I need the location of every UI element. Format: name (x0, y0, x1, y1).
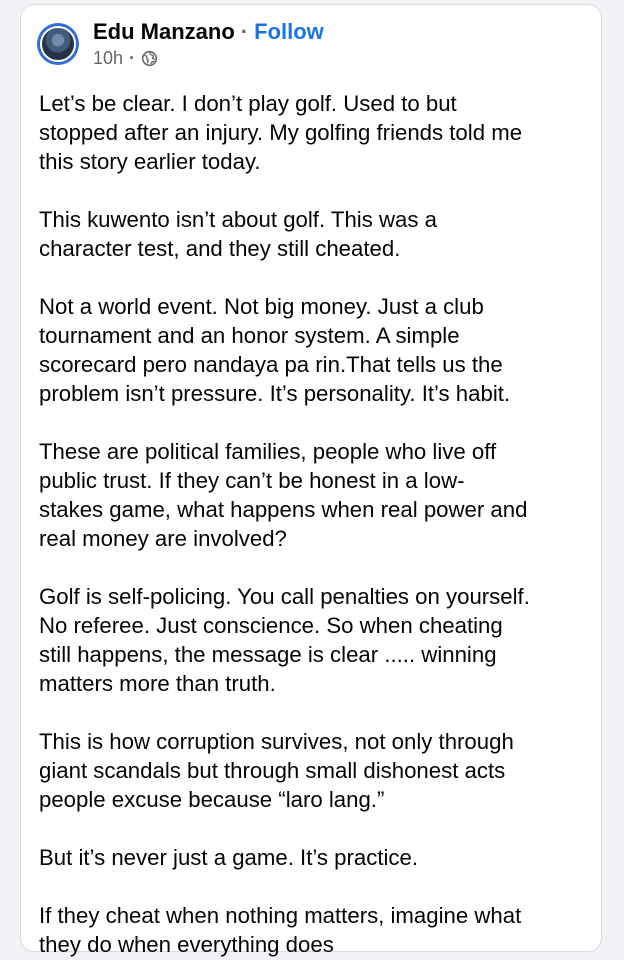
text-line: matters more than truth. (39, 671, 276, 696)
paragraph (39, 901, 589, 959)
text-line: this story earlier today. (39, 149, 261, 174)
paragraph (39, 582, 589, 698)
text-line: they do when everything does (39, 932, 334, 957)
follow-link[interactable]: Follow (254, 19, 324, 44)
paragraph (39, 205, 589, 263)
text-line: This kuwento isn’t about golf. This was a (39, 207, 437, 232)
post-body (39, 89, 589, 959)
text-line: stakes game, what happens when real power and (39, 497, 528, 522)
post-header (37, 19, 324, 68)
timestamp-line (93, 48, 324, 68)
text-line: This is how corruption survives, not only through (39, 729, 514, 754)
text-line: Golf is self-policing. You call penalties on yourself. (39, 584, 530, 609)
text-line: people excuse because “laro lang.” (39, 787, 385, 812)
text-line: giant scandals but through small dishonest acts (39, 758, 506, 783)
text-line: problem isn’t pressure. It’s personality. It’s habit. (39, 381, 511, 406)
paragraph (39, 89, 589, 176)
text-line: Let’s be clear. I don’t play golf. Used to but (39, 91, 457, 116)
author-name[interactable]: Edu Manzano (93, 19, 235, 44)
text-line: still happens, the message is clear ..... winning (39, 642, 497, 667)
text-line: character test, and they still cheated. (39, 236, 401, 261)
text-line: public trust. If they can’t be honest in a low- (39, 468, 465, 493)
author-avatar[interactable] (37, 23, 79, 65)
text-line: Not a world event. Not big money. Just a club (39, 294, 484, 319)
paragraph (39, 727, 589, 814)
facebook-post-card (20, 4, 602, 957)
paragraph (39, 843, 589, 872)
text-line: But it’s never just a game. It’s practice. (39, 845, 419, 870)
name-separator: · (240, 19, 249, 44)
paragraph (39, 292, 589, 408)
text-line: stopped after an injury. My golfing friends told me (39, 120, 523, 145)
post-meta (93, 19, 324, 68)
text-line: scorecard pero nandaya pa rin.That tells us the (39, 352, 503, 377)
text-line: No referee. Just conscience. So when cheating (39, 613, 503, 638)
globe-icon (141, 50, 158, 67)
avatar-image (40, 26, 76, 62)
timestamp-separator: · (129, 48, 136, 68)
author-line (93, 19, 324, 45)
text-line: tournament and an honor system. A simple (39, 323, 460, 348)
text-line: real money are involved? (39, 526, 287, 551)
paragraph (39, 437, 589, 553)
text-line: If they cheat when nothing matters, imagine what (39, 903, 522, 928)
text-line: These are political families, people who live off (39, 439, 497, 464)
post-timestamp[interactable]: 10h (93, 48, 124, 68)
